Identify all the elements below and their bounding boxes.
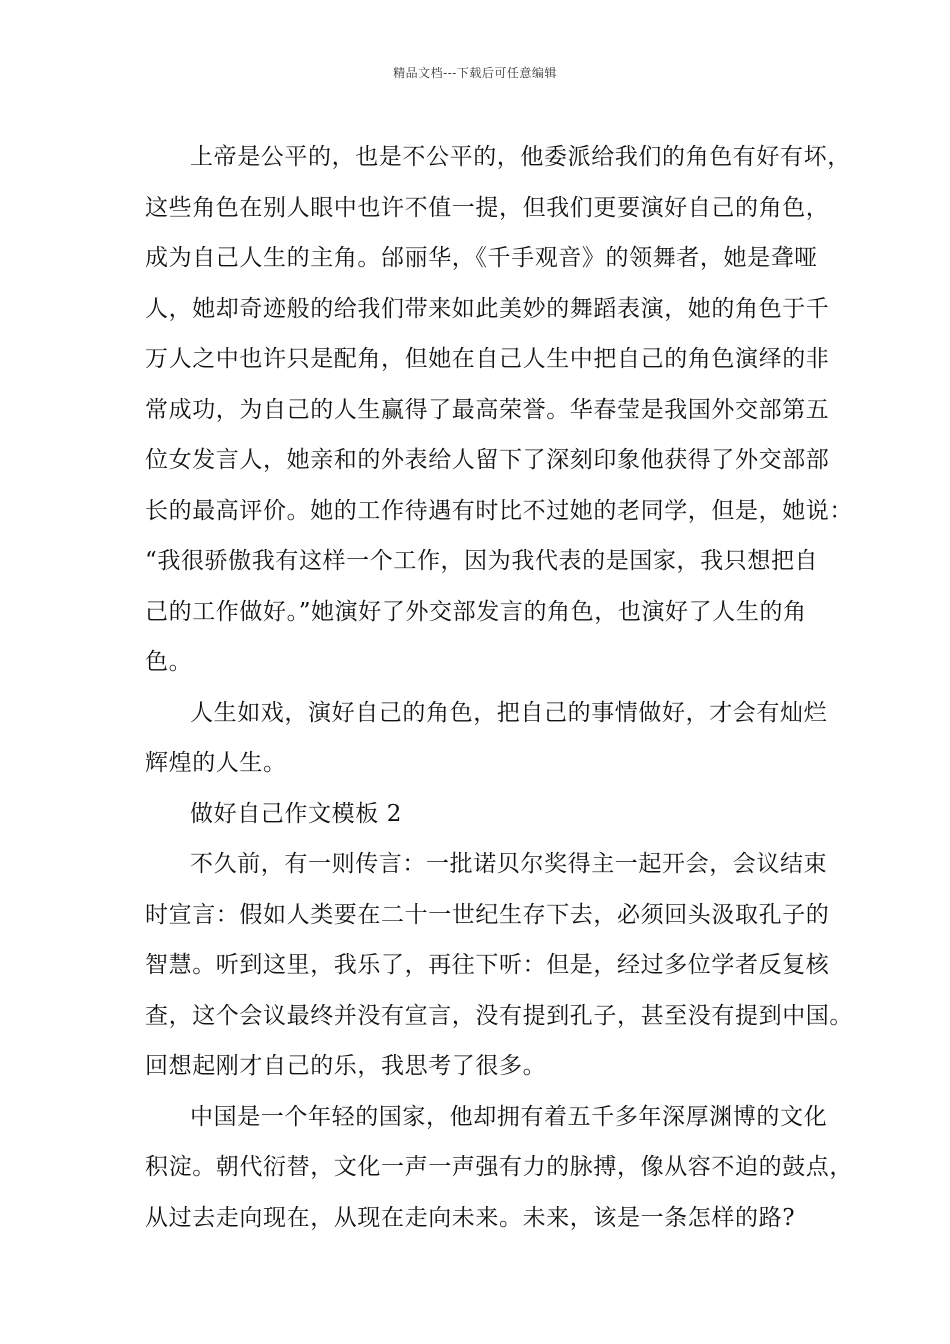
text-line: 万人之中也许只是配角，但她在自己人生中把自己的角色演绎的非 (145, 346, 830, 372)
text-line: 中国是一个年轻的国家，他却拥有着五千多年深厚渊博的文化 (190, 1103, 828, 1130)
text-line: 辉煌的人生。 (145, 750, 287, 776)
text-line: “我很骄傲我有这样一个工作，因为我代表的是国家，我只想把自 (145, 548, 819, 574)
text-line: 查，这个会议最终并没有宣言，没有提到孔子，甚至没有提到中国。 (145, 1002, 853, 1029)
text-line: 色。 (145, 649, 193, 675)
text-line: 这些角色在别人眼中也许不值一提，但我们更要演好自己的角色， (145, 194, 830, 221)
text-line: 时宣言：假如人类要在二十一世纪生存下去，必须回头汲取孔子的 (145, 901, 830, 928)
text-line: 成为自己人生的主角。邰丽华，《千手观音》的领舞者，她是聋哑 (145, 245, 818, 271)
text-line: 上帝是公平的，也是不公平的，他委派给我们的角色有好有坏， (190, 144, 851, 170)
page-header: 精品文档---下载后可任意编辑 (393, 66, 557, 80)
text-line: 长的最高评价。她的工作待遇有时比不过她的老同学，但是，她说： (145, 497, 853, 524)
text-line: 位女发言人，她亲和的外表给人留下了深刻印象他获得了外交部部 (145, 447, 830, 473)
text-line: 人生如戏，演好自己的角色，把自己的事情做好，才会有灿烂 (190, 699, 828, 726)
text-line: 常成功，为自己的人生赢得了最高荣誉。华春莹是我国外交部第五 (145, 396, 830, 423)
text-line: 人，她却奇迹般的给我们带来如此美妙的舞蹈表演，她的角色于千 (145, 295, 830, 322)
text-line: 做好自己作文模板 2 (190, 800, 402, 827)
text-line: 己的工作做好。”她演好了外交部发言的角色，也演好了人生的角 (145, 598, 807, 625)
text-line: 智慧。听到这里，我乐了，再往下听：但是，经过多位学者反复核 (145, 952, 830, 978)
text-line: 回想起刚才自己的乐，我思考了很多。 (145, 1053, 547, 1079)
text-line: 积淀。朝代衍替，文化一声一声强有力的脉搏，像从容不迫的鼓点， (145, 1154, 853, 1180)
text-line: 从过去走向现在，从现在走向未来。未来，该是一条怎样的路? (145, 1204, 796, 1231)
text-line: 不久前，有一则传言：一批诺贝尔奖得主一起开会，会议结束 (190, 851, 828, 877)
